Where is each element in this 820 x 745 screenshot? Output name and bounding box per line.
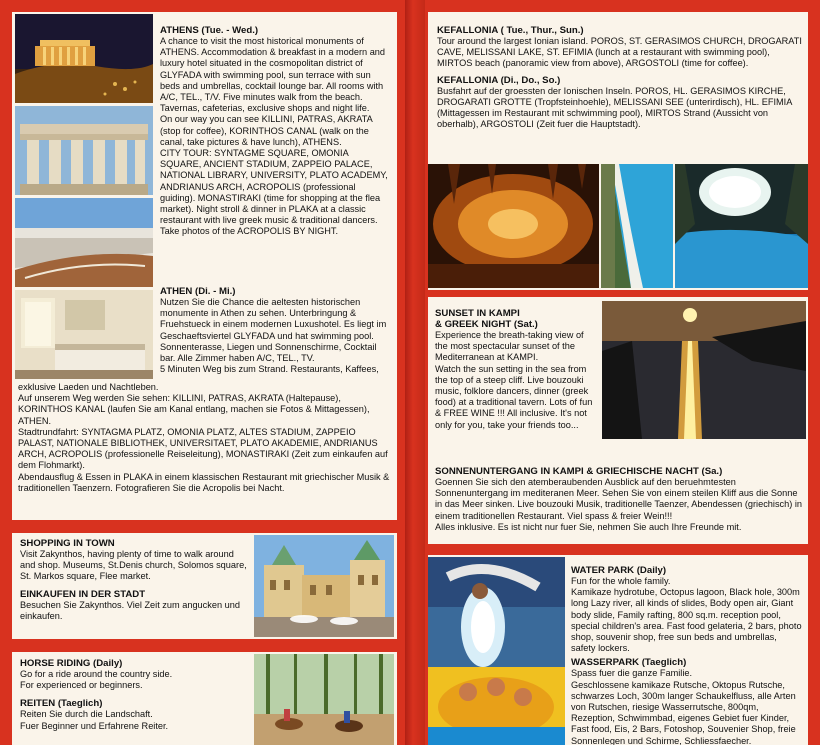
sunset-en-title-1: SUNSET IN KAMPI (435, 308, 520, 319)
athens-en-title: ATHENS (Tue. - Wed.) (160, 25, 259, 36)
waterpark-en-title: WATER PARK (Daily) (571, 565, 667, 576)
horse-de-title: REITEN (Taeglich) (20, 698, 103, 710)
shopping-en-title: SHOPPING IN TOWN (20, 538, 115, 549)
horse-en-title: HORSE RIDING (Daily) (20, 658, 123, 669)
mirtos-beach-photo (601, 164, 673, 288)
sunset-de-title: SONNENUNTERGANG IN KAMPI & GRIECHISCHE NACHT (Sa.) (435, 466, 723, 477)
sunset-de-body: Goennen Sie sich den atemberaubenden Ausblick auf den beruehmtesten Sonnenuntergang im mediteranen Meer. Sehen Sie von einem steilen Kliff aus die Sonne in das Meer sinken. Live bouzouki Musik, traditionelle Taenzer, Abendessen (griechisch) in einem traditionellen Restaurant. Viel spass & freier Wein!!! Alles inklusive. Es ist nicht nur fuer Sie, nehmen Sie auch Ihre Freunde mit. (435, 477, 803, 532)
kefallonia-en-title: KEFALLONIA ( Tue., Thur., Sun.) (437, 25, 584, 36)
waterpark-en-body: Fun for the whole family. Kamikaze hydrotube, Octopus lagoon, Black hole, 300m long Lazy river, all kinds of slides, Body open air, Giant body slide, Family rafting, 800 sq.m. reception pool, special children's area. Fast food gelateria, 2 bars, photo shop, souvenir shop, free sun beds and umbrellas, safety lockers. (571, 576, 802, 654)
athens-de-body-bottom: exklusive Laeden und Nachtleben. Auf unserem Weg werden Sie sehen: KILLINI, PATRAS, AKRATA (Haltepause), KORINTHOS KANAL (laufen Sie am Kanal entlang, machen sie Fotos & Mittagessen), ATHEN. Stadtrundfahrt: SYNTAGMA PLATZ, OMONIA PLATZ, ALTES STADIUM, ZAPPEIO PALAST, NATIONALE BIBLIOTHEK, UNIVERSITAET, PLATO AKADEMIE, ANDRIANUS ARCH, ACROPOLIS (professionelle Reiseleitung), MONASTIRAKI (Zeit zum einkaufen auf dem Flohmarkt). Abendausflug & Essen in PLAKA in einem klassischen Restaurant mit griechischer Musik & traditionellen Taenzern. Fotografieren Sie die Acropolis bei Nacht. (18, 382, 390, 493)
caryatids-photo (15, 106, 153, 195)
sunset-en-section (435, 308, 595, 431)
waterpark-panel (428, 555, 808, 745)
kefallonia-panel (428, 12, 808, 290)
acropolis-night-photo (15, 14, 153, 103)
brochure-fold (405, 0, 425, 745)
waterpark-text (571, 565, 803, 745)
athens-de-body-top: Nutzen Sie die Chance die aeltesten historischen monumente in Athen zu sehen. Unterbringung & Fruehstueck in einem modernen Luxushotel. Es liegt im Geschaeftsviertel GLYFADA und hat swimming pool. Sonnenterasse, Liegen und Sonnenschirme, Cocktail bar. Alle Zimmer haben A/C, TEL., TV. 5 Minuten Weg bis zum Strand. Restaurants, Kaffees, (160, 297, 387, 375)
kefallonia-text (437, 25, 802, 130)
athens-de-section (160, 286, 390, 375)
horse-de-body: Reiten Sie durch die Landschaft. Fuer Beginner und Erfahrene Reiter. (20, 709, 169, 731)
shopping-de-body: Besuchen Sie Zakynthos. Viel Zeit zum angucken und einkaufen. (20, 599, 240, 621)
horse-en-body: Go for a ride around the country side. For experienced or beginners. (20, 669, 173, 691)
sunset-en-body: Experience the breath-taking view of the most spectacular sunset of the Mediterranean at KAMPI. Watch the sun setting in the sea from the top of a steep cliff. Live bouzouki music, folklore dancers, dinner (greek food) at a traditional tavern. Lots of fun & FREE WINE !!! All inclusive. It's not only for you, take your friends too... (435, 330, 593, 430)
athens-panel (12, 12, 397, 520)
melissani-lake-photo (675, 164, 808, 288)
athens-de-body-wide (18, 382, 391, 494)
stadium-photo (15, 198, 153, 287)
water-slide-photo (428, 557, 565, 745)
athens-en-section (160, 25, 390, 238)
horse-text (20, 658, 255, 732)
athens-en-body: A chance to visit the most historical monuments of ATHENS. Accommodation & breakfast in a modern and luxury hotel situated in the cosmopolitan district of GLYFADA with swimming pool, sun terrace with sun beds and umbrellas, cocktail lounge bar. All rooms with A/C, TEL., T/V. Five minutes walk from the beach. Tavernas, cafeterias, exclusive shops and night life. On our way you can see KILLINI, PATRAS, AKRATA (stop for coffee), KORINTHOS CANAL (walk on the canal, take pictures & have lunch), ATHENS. CITY TOUR: SYNTAGME SQUARE, OMONIA SQUARE, ANCIENT STADIUM, ZAPPEIO PALACE, NATIONAL LIBRARY, UNIVERSITY, PLATO ACADEMY, ANDRIANUS ARCH, ACROPOLIS (professional guiding). MONASTIRAKI (time for shopping at the flea market). Night stroll & dinner in PLAKA at a classic restaurant with live greek music & traditional dancers. Take photos of the ACROPOLIS BY NIGHT. (160, 36, 388, 237)
kefallonia-de-title: KEFALLONIA (Di., Do., So.) (437, 74, 561, 86)
horse-riding-panel (12, 652, 397, 745)
waterpark-de-title: WASSERPARK (Taeglich) (571, 657, 687, 669)
sunset-de-section (435, 466, 803, 533)
shopping-text (20, 538, 250, 622)
town-square-photo (254, 535, 394, 637)
kefallonia-de-body: Busfahrt auf der groessten der Ionischen Inseln. POROS, HL. GERASIMOS KIRCHE, DROGARATI GROTTE (Tropfsteinhoehle), MELISSANI SEE (unterirdisch), HL. EFIMIA (Mittagessen im Restaurant mit schwimming pool), MIRTOS Strand (Aussicht von oberhalb), ARGOSTOLI (Zeit fuer die Hauptstadt). (437, 85, 792, 130)
shopping-panel (12, 533, 397, 639)
shopping-de-title: EINKAUFEN IN DER STADT (20, 588, 146, 600)
waterpark-de-body: Spass fuer die ganze Familie. Geschlossene kamikaze Rutsche, Oktopus Rutsche, schwarzes Loch, 300m langer Schaukelfluss, alle Arten von Rutschen, riesige Wasserrutsche, 800qm, Rezeption, Schwimmbad, eigenes Gebiet fuer Kinder, Fast food, Eis, 2 Bars, Fotoshop, Souvenier Shop, freie Sonnenlegen und Schirme, Schliessfaecher. (571, 668, 796, 745)
kefallonia-en-body: Tour around the largest Ionian island. POROS, ST. GERASIMOS CHURCH, DROGARATI CAVE, MELISSANI LAKE, ST. EFIMIA (lunch at a restaurant with swimming pool), MIRTOS beach (panoramic view from above), ARGOSTOLI (time for coffee). (437, 36, 802, 69)
sunset-en-title-2: & GREEK NIGHT (Sat.) (435, 319, 538, 330)
sunset-panel (428, 297, 808, 544)
shopping-en-body: Visit Zakynthos, having plenty of time to walk around and shop. Museums, St.Denis church, Solomos square, St. Markos square, Flee market. (20, 549, 247, 582)
athens-de-title: ATHEN (Di. - Mi.) (160, 286, 236, 297)
horse-riding-photo (254, 654, 394, 745)
hotel-room-photo (15, 290, 153, 379)
kampi-sunset-photo (602, 301, 806, 439)
drogarati-cave-photo (428, 164, 599, 288)
